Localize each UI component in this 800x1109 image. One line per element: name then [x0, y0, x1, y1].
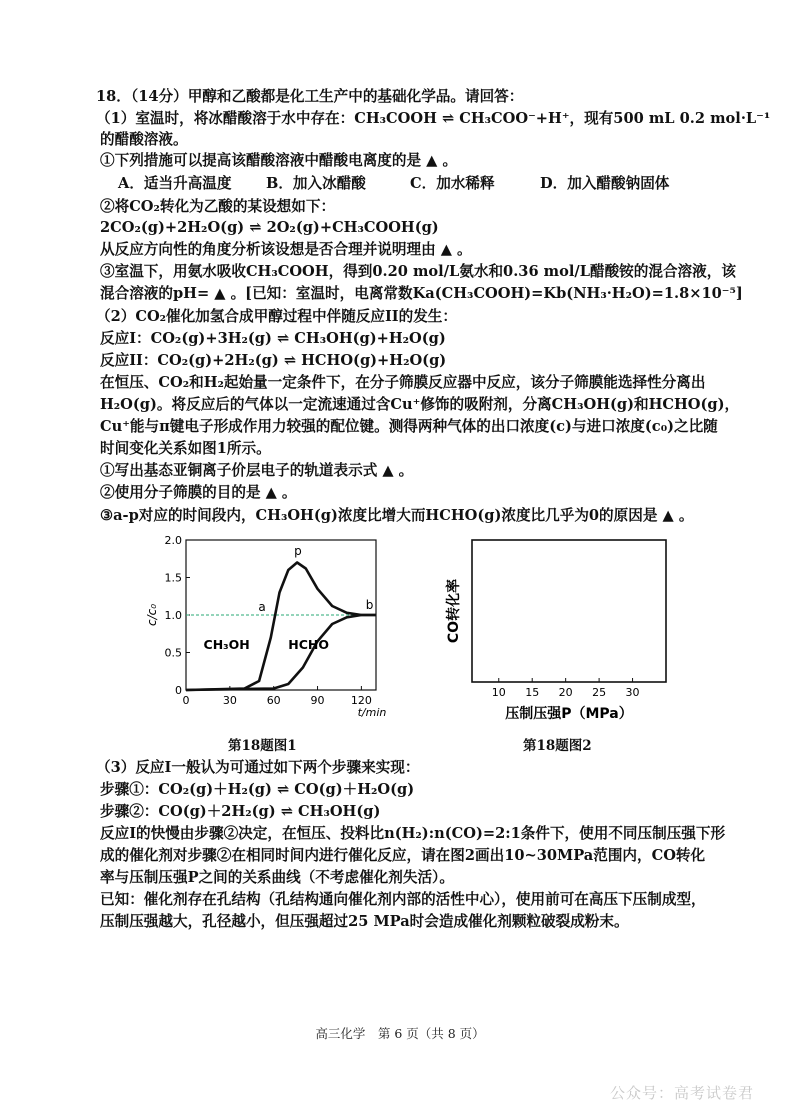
y-tick-label: 0 — [175, 684, 182, 697]
answer-option: C．加水稀释 — [410, 175, 495, 192]
text-line: （3）反应I一般认为可通过如下两个步骤来实现： — [96, 759, 420, 776]
ch3oh-curve — [186, 563, 376, 691]
text-line: 成的催化剂对步骤②在相同时间内进行催化反应，请在图2画出10~30MPa范围内，CO转化 — [100, 847, 706, 864]
text-line: ③室温下，用氨水吸收CH₃COOH，得到0.20 mol/L氨水和0.36 mol/L醋酸铵的混合溶液，该 — [100, 263, 736, 280]
x-tick-label: 15 — [525, 686, 540, 699]
text-line: ③a-p对应的时间段内，CH₃OH(g)浓度比增大而HCHO(g)浓度比几乎为0的原因是 ▲ 。 — [100, 507, 694, 524]
text-line: 在恒压、CO₂和H₂起始量一定条件下，在分子筛膜反应器中反应，该分子筛膜能选择性分离出 — [100, 374, 706, 391]
x-tick-label: 60 — [266, 694, 281, 707]
answer-option: B．加入冰醋酸 — [266, 175, 366, 192]
text-line: 18．（14分）甲醇和乙酸都是化工生产中的基础化学品。请回答： — [96, 88, 524, 105]
x-tick-label: 120 — [350, 694, 372, 707]
answer-option: A．适当升高温度 — [118, 175, 232, 192]
text-line: 的醋酸溶液。 — [100, 131, 188, 148]
text-line: （1）室温时，将冰醋酸溶于水中存在：CH₃COOH ⇌ CH₃COO⁻+H⁺，现有500 mL 0.2 mol·L⁻¹ — [96, 110, 771, 127]
figure-2-caption: 第18题图2 — [523, 738, 592, 754]
x-tick-label: 30 — [625, 686, 640, 699]
x-axis-label: 压制压强P（MPa） — [505, 706, 633, 722]
text-line: ①写出基态亚铜离子价层电子的轨道表示式 ▲ 。 — [100, 462, 414, 479]
text-line: 反应II：CO₂(g)+2H₂(g) ⇌ HCHO(g)+H₂O(g) — [100, 352, 447, 369]
text-line: 已知：催化剂存在孔结构（孔结构通向催化剂内部的活性中心），使用前可在高压下压制成型， — [100, 891, 706, 908]
point-label-a: a — [258, 600, 266, 614]
text-line: 压制压强越大，孔径越小，但压强超过25 MPa时会造成催化剂颗粒破裂成粉末。 — [100, 913, 629, 930]
series-label-ch3oh: CH₃OH — [203, 636, 250, 652]
figure-1-caption: 第18题图1 — [228, 738, 297, 754]
text-line: 反应I的快慢由步骤②决定，在恒压、投料比n(H₂):n(CO)=2:1条件下，使用不同压制压强下形 — [100, 825, 726, 842]
series-label-hcho: HCHO — [288, 636, 330, 652]
x-tick-label: 10 — [491, 686, 506, 699]
point-label-p: p — [294, 543, 302, 558]
watermark: 公众号：高考试卷君 — [610, 1084, 755, 1102]
plot-frame — [472, 540, 666, 682]
y-tick-label: 0.5 — [164, 646, 182, 660]
text-line: 混合溶液的pH= ▲ 。[已知：室温时，电离常数Ka(CH₃COOH)=Kb(NH₃·H₂O)=1.8×10⁻⁵] — [100, 285, 743, 302]
text-line: ①下列措施可以提高该醋酸溶液中醋酸电离度的是 ▲ 。 — [100, 152, 458, 169]
text-line: 率与压制压强P之间的关系曲线（不考虑催化剂失活）。 — [100, 869, 454, 886]
page-footer: 高三化学 第 6 页（共 8 页） — [315, 1026, 485, 1041]
y-tick-label: 1.0 — [164, 609, 182, 622]
text-line: 反应I：CO₂(g)+3H₂(g) ⇌ CH₃OH(g)+H₂O(g) — [100, 330, 446, 347]
y-tick-label: 2.0 — [164, 534, 182, 547]
text-line: H₂O(g)。将反应后的气体以一定流速通过含Cu⁺修饰的吸附剂，分离CH₃OH(g)和HCHO(g)， — [100, 396, 740, 413]
y-axis-label: CO转化率 — [446, 578, 462, 644]
x-axis-label: t/min — [357, 706, 387, 719]
text-line: Cu⁺能与π键电子形成作用力较强的配位键。测得两种气体的出口浓度(c)与进口浓度(c₀)之比随 — [100, 418, 718, 435]
text-line: 2CO₂(g)+2H₂O(g) ⇌ 2O₂(g)+CH₃COOH(g) — [100, 219, 439, 236]
answer-option: D．加入醋酸钠固体 — [540, 175, 670, 192]
text-line: 时间变化关系如图1所示。 — [100, 440, 271, 457]
point-label-b: b — [365, 598, 374, 612]
text-line: 步骤①：CO₂(g)＋H₂(g) ⇌ CO(g)＋H₂O(g) — [100, 781, 415, 798]
figure-2-chart — [440, 530, 680, 730]
y-axis-label: c/c₀ — [145, 603, 159, 627]
x-tick-label: 30 — [222, 694, 237, 707]
text-line: （2）CO₂催化加氢合成甲醇过程中伴随反应II的发生： — [96, 308, 457, 325]
text-line: 步骤②：CO(g)＋2H₂(g) ⇌ CH₃OH(g) — [100, 803, 381, 820]
text-line: ②使用分子筛膜的目的是 ▲ 。 — [100, 484, 297, 501]
figure-1-chart — [140, 530, 400, 730]
y-tick-label: 1.5 — [164, 571, 182, 585]
text-line: ②将CO₂转化为乙酸的某设想如下： — [100, 198, 336, 215]
x-tick-label: 0 — [182, 694, 190, 707]
x-tick-label: 20 — [558, 686, 573, 699]
x-tick-label: 25 — [592, 686, 607, 699]
x-tick-label: 90 — [310, 694, 325, 707]
hcho-curve — [186, 615, 376, 690]
text-line: 从反应方向性的角度分析该设想是否合理并说明理由 ▲ 。 — [100, 241, 472, 258]
